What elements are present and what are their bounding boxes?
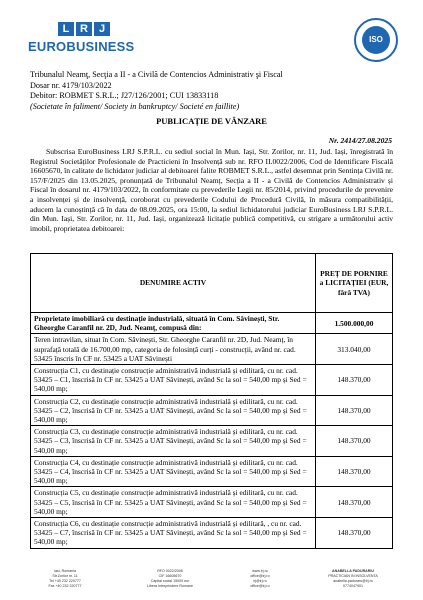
logo-letter-boxes: [58, 22, 168, 36]
asset-name-cell: Construcția C3, cu destinație construcție administrativă industrială și edilitară, cu nr. cad. 53425 – C3, înscrisă în CF nr. 53425 a UAT Săvinești, având Sc la sol = 540,00 mp și Sed = 540,00 mp;: [31, 426, 316, 457]
footer-line: ANABELLA PADURARIU: [332, 569, 374, 573]
body-paragraph: Subscrisa EuroBusiness LRJ S.P.R.L. cu sediul social în Mun. Iași, Str. Zorilor, nr. 11, Jud. Iași, înregistrată în Registrul Societăților Profesionale de Practicieni în Insolvență sub nr. RFO II.0022/2006, Cod de Identificare Fiscală 16605670, în calitate de lichidator judiciar al debitoarei falite ROBMET S.R.L., astfel desemnat prin Sentința Civilă nr. 157/F/2025 din 13.05.2025, pronunțată de Tribunalul Neamț, Secția a II - a Civilă de Contencios Administrativ și Fiscal în dosarul nr. 4179/103/2022, în conformitate cu prevederile Legii nr. 85/2014, privind procedurile de prevenire a insolvenței și de insolvență, coroborat cu prevederile Codului de Procedură Civilă, în măsura compatibilității, aducem la cunoștință că în data de 08.09.2025, ora 15:00, la sediul lichidatorului judiciar EuroBusiness LRJ S.P.R.L. din Mun. Iași, Str. Zorilor, nr. 11, Jud. Iași, organizează licitație publică competitivă, cu strigare a următorului activ imobil, proprietatea debitoarei:: [30, 147, 394, 233]
table-row: [31, 426, 393, 457]
debtor-info: Debitor: ROBMET S.R.L.; J27/126/2001; CUI 13833118: [30, 91, 219, 100]
asset-name-cell: Construcția C4, cu destinație construcție administrativă industrială și edilitară, cu nr. cad. 53425 – C4, înscrisă în CF nr. 53425 a UAT Săvinești, având Sc la sol = 540,00 mp și Sed = 540,00 mp;: [31, 456, 316, 487]
footer-link[interactable]: anabella.paduraru@lrj.ro: [333, 579, 373, 583]
table-row: [31, 456, 393, 487]
case-number: Dosar nr. 4179/103/2022: [30, 80, 112, 90]
asset-price-cell: 148.370,00: [316, 456, 393, 487]
asset-name-cell: Teren intravilan, situat în Com. Săvinești, Str. Gheorghe Caranfil nr. 2D, Jud. Neamț, în suprafață totală de 16.700,00 mp, categoria de folosință curți - construcții, având nr. cad. 53425 înscris în CF nr. 53425 a UAT Săvinești: [31, 334, 316, 365]
bankruptcy-status: (Societate în faliment/ Society in bankruptcy/ Societé en faillite): [30, 101, 240, 111]
footer-link[interactable]: office@lrj.ro: [250, 584, 270, 588]
asset-price-cell: 148.370,00: [316, 365, 393, 396]
column-header-starting-price: PREȚ DE PORNIRE a LICITAȚIEI (EUR, fără TVA): [316, 254, 393, 313]
table-row: [31, 487, 393, 518]
footer-line: 0774047901: [343, 584, 363, 588]
asset-name-cell: Construcția C1, cu destinație construcție administrativă industrială și edilitară, cu nr. cad. 53425 – C1, înscrisă în CF nr. 53425 a UAT Săvinești, având Sc la sol = 540,00 mp și Sed = 540,00 mp;: [31, 365, 316, 396]
iso-certification-seal: [354, 18, 398, 62]
court-name: Tribunalul Neamţ, Secţia a II - a Civilă de Contencios Administrativ şi Fiscal: [30, 70, 283, 79]
footer-registration: [135, 569, 205, 589]
footer-line: Str.Zorilor nr. 11: [52, 574, 78, 578]
footer-line: Fax +40 232 220777: [48, 584, 82, 588]
asset-price-cell: 148.370,00: [316, 518, 393, 549]
footer-address: [30, 569, 100, 589]
column-header-asset-name: DENUMIRE ACTIV: [31, 254, 316, 313]
asset-price-cell: 148.370,00: [316, 426, 393, 457]
asset-name-cell: Proprietate imobiliară cu destinație industrială, situată în Com. Săvinești, Str. Gheorghe Caranfil nr. 2D, Jud. Neamț, compusă din:: [31, 313, 316, 334]
footer-line: Libera Intreprindere Romane: [147, 584, 193, 588]
footer-line: RFO 0022/2006: [157, 569, 183, 573]
logo-letter-l: L: [58, 22, 74, 36]
asset-name-cell: Construcția C6, cu destinație construcție administrativă industrială și edilitară, , cu nr. cad. 53425 – C7, înscrisă în CF nr. 53425 a UAT Săvinești, având Sc la sol = 540,00 mp și Sed = 540,00 mp;: [31, 518, 316, 549]
asset-price-cell: 148.370,00: [316, 487, 393, 518]
table-row: [31, 313, 393, 334]
footer-line: Iasi, Romania: [54, 569, 76, 573]
footer-contact: [230, 569, 290, 589]
logo-name: EUROBUSINESS: [28, 39, 135, 54]
footer-link[interactable]: www.lrj.ro: [252, 569, 268, 573]
footer-practitioner: [313, 569, 393, 589]
company-logo: [28, 22, 168, 62]
table-header-row: [31, 254, 393, 313]
footer-link[interactable]: office@lrj.ro: [250, 574, 270, 578]
asset-name-cell: Construcția C2, cu destinație construcție administrativă industrială și edilitară, cu nr. cad. 53425 – C2, înscrisă în CF nr. 53425 a UAT Săvinești, având Sc la sol = 540,00 mp și Sed = 540,00 mp;: [31, 395, 316, 426]
table-row: [31, 395, 393, 426]
footer-line: Capital social 15000 eur: [150, 579, 190, 583]
table-row: [31, 365, 393, 396]
footer-line: PRACTICIAN IN INSOLVENTA: [328, 574, 378, 578]
footer-link[interactable]: lrj@lrj.ro: [253, 579, 267, 583]
table-row: [31, 518, 393, 549]
document-number: Nr. 2414/27.08.2025: [328, 136, 392, 145]
table-row: [31, 334, 393, 365]
page-footer: [30, 569, 393, 591]
asset-name-cell: Construcția C5, cu destinație construcție administrativă industrială și edilitară, cu nr. cad. 53425 – C5, înscrisă în CF nr. 53425 a UAT Săvinești, având Sc la sol = 540,00 mp și Sed = 540,00 mp;: [31, 487, 316, 518]
footer-line: Tel +40 232 220777: [49, 579, 81, 583]
logo-letter-r: R: [76, 22, 92, 36]
document-title: PUBLICAȚIE DE VÂNZARE: [156, 116, 267, 126]
footer-line: CIF 16605670: [158, 574, 182, 578]
assets-table: [30, 253, 393, 549]
court-info-block: [30, 70, 400, 112]
logo-letter-j: J: [94, 22, 110, 36]
asset-price-cell: 148.370,00: [316, 395, 393, 426]
asset-price-cell: 313.040,00: [316, 334, 393, 365]
asset-price-cell: 1.500.000,00: [316, 313, 393, 334]
iso-seal-label: ISO: [362, 26, 390, 54]
